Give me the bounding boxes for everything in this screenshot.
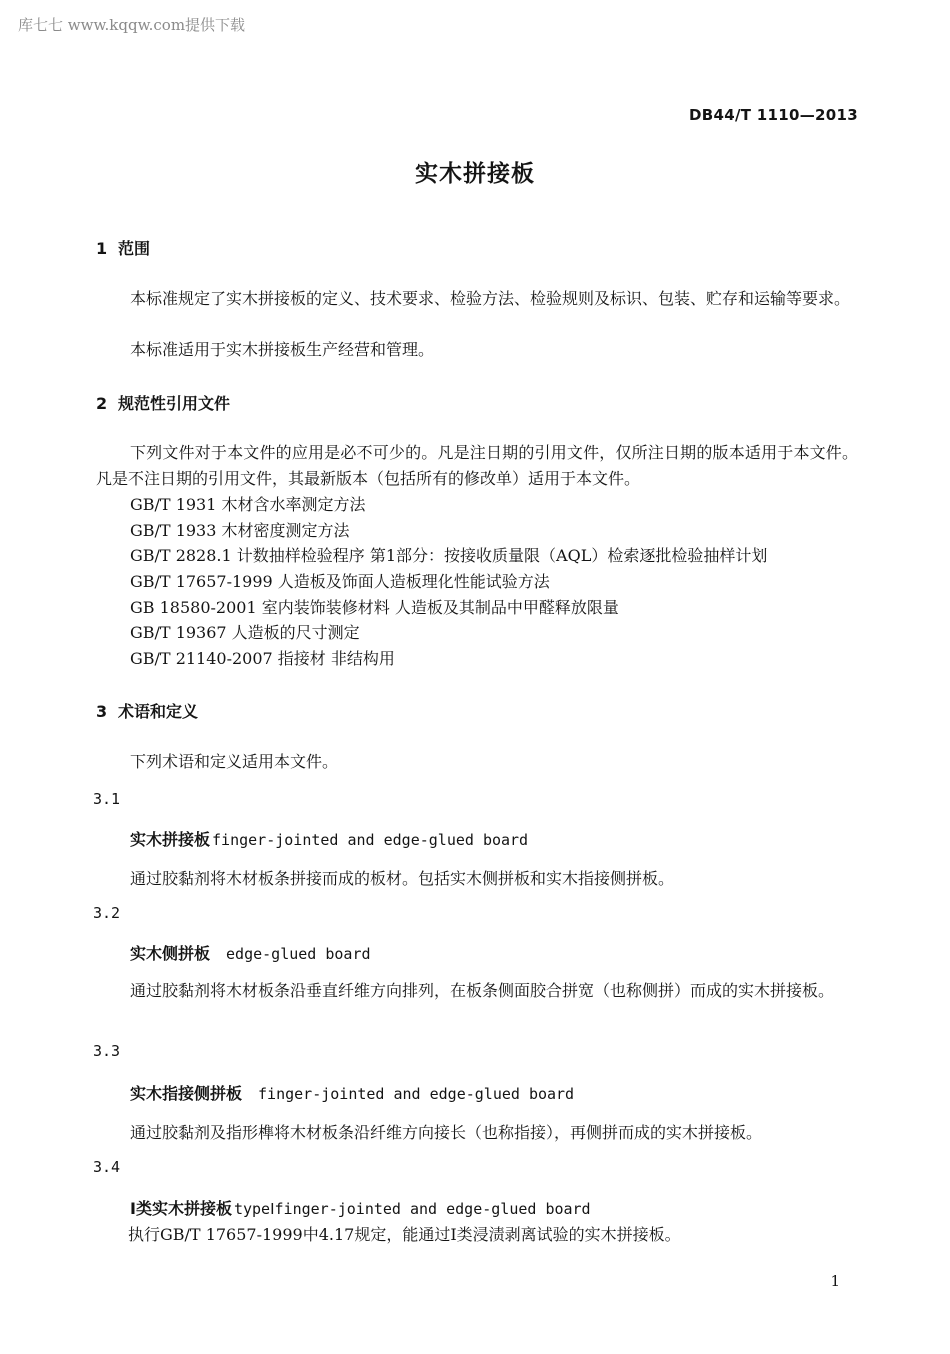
reference-item: GB/T 21140-2007 指接材 非结构用 (130, 649, 395, 668)
section-heading-references (96, 391, 230, 414)
page-number: 1 (830, 1272, 840, 1290)
term-definition: 通过胶黏剂及指形榫将木材板条沿纤维方向接长（也称指接），再侧拼而成的实木拼接板。 (130, 1123, 763, 1142)
reference-item: GB/T 17657-1999 人造板及饰面人造板理化性能试验方法 (130, 572, 550, 591)
section-number: 3 (96, 702, 108, 721)
term-chinese: 实木指接侧拼板 (130, 1084, 243, 1103)
section-heading-scope (96, 236, 150, 259)
term-english: edge-glued board (226, 945, 371, 963)
section-title: 规范性引用文件 (118, 394, 231, 413)
term-heading (130, 941, 371, 964)
terms-intro: 下列术语和定义适用本文件。 (130, 752, 339, 771)
term-definition: 执行GB/T 17657-1999中4.17规定，能通过Ⅰ类浸渍剥离试验的实木拼接板。 (128, 1225, 681, 1244)
document-number: DB44/T 1110—2013 (689, 106, 858, 124)
term-heading (130, 1196, 591, 1219)
watermark: 库七七 www.kqqw.com提供下载 (18, 16, 246, 34)
term-chinese: 实木侧拼板 (130, 944, 211, 963)
section-number: 1 (96, 239, 108, 258)
document-title: 实木拼接板 (415, 161, 535, 187)
term-heading (130, 827, 528, 850)
term-heading (130, 1081, 574, 1104)
section-number: 2 (96, 394, 108, 413)
term-chinese: 实木拼接板 (130, 830, 211, 849)
term-definition: 通过胶黏剂将木材板条沿垂直纤维方向排列，在板条侧面胶合拼宽（也称侧拼）而成的实木拼接板。 (130, 981, 835, 1000)
term-english: typeⅠfinger-jointed and edge-glued board (233, 1200, 591, 1218)
reference-item: GB/T 2828.1 计数抽样检验程序 第1部分：按接收质量限（AQL）检索逐批检验抽样计划 (130, 546, 768, 565)
term-english: finger-jointed and edge-glued board (212, 831, 529, 849)
reference-item: GB/T 1931 木材含水率测定方法 (130, 495, 366, 514)
references-intro: 下列文件对于本文件的应用是必不可少的。凡是注日期的引用文件，仅所注日期的版本适用于本文件。凡是不注日期的引用文件，其最新版本（包括所有的修改单）适用于本文件。 (96, 443, 858, 488)
term-definition: 通过胶黏剂将木材板条拼接而成的板材。包括实木侧拼板和实木指接侧拼板。 (130, 869, 675, 888)
section-title: 术语和定义 (118, 702, 199, 721)
section-heading-terms (96, 699, 198, 722)
reference-item: GB/T 1933 木材密度测定方法 (130, 521, 350, 540)
term-chinese: Ⅰ类实木拼接板 (130, 1199, 232, 1218)
term-english: finger-jointed and edge-glued board (258, 1085, 575, 1103)
clause-number: 3.2 (93, 904, 121, 922)
section-title: 范围 (118, 239, 151, 258)
clause-number: 3.3 (93, 1042, 121, 1060)
clause-number: 3.4 (93, 1158, 121, 1176)
scope-paragraph-2: 本标准适用于实木拼接板生产经营和管理。 (130, 340, 435, 359)
reference-item: GB/T 19367 人造板的尺寸测定 (130, 623, 360, 642)
reference-item: GB 18580-2001 室内装饰装修材料 人造板及其制品中甲醛释放限量 (130, 598, 619, 617)
clause-number: 3.1 (93, 790, 121, 808)
scope-paragraph-1: 本标准规定了实木拼接板的定义、技术要求、检验方法、检验规则及标识、包装、贮存和运输等要求。 (130, 289, 851, 308)
